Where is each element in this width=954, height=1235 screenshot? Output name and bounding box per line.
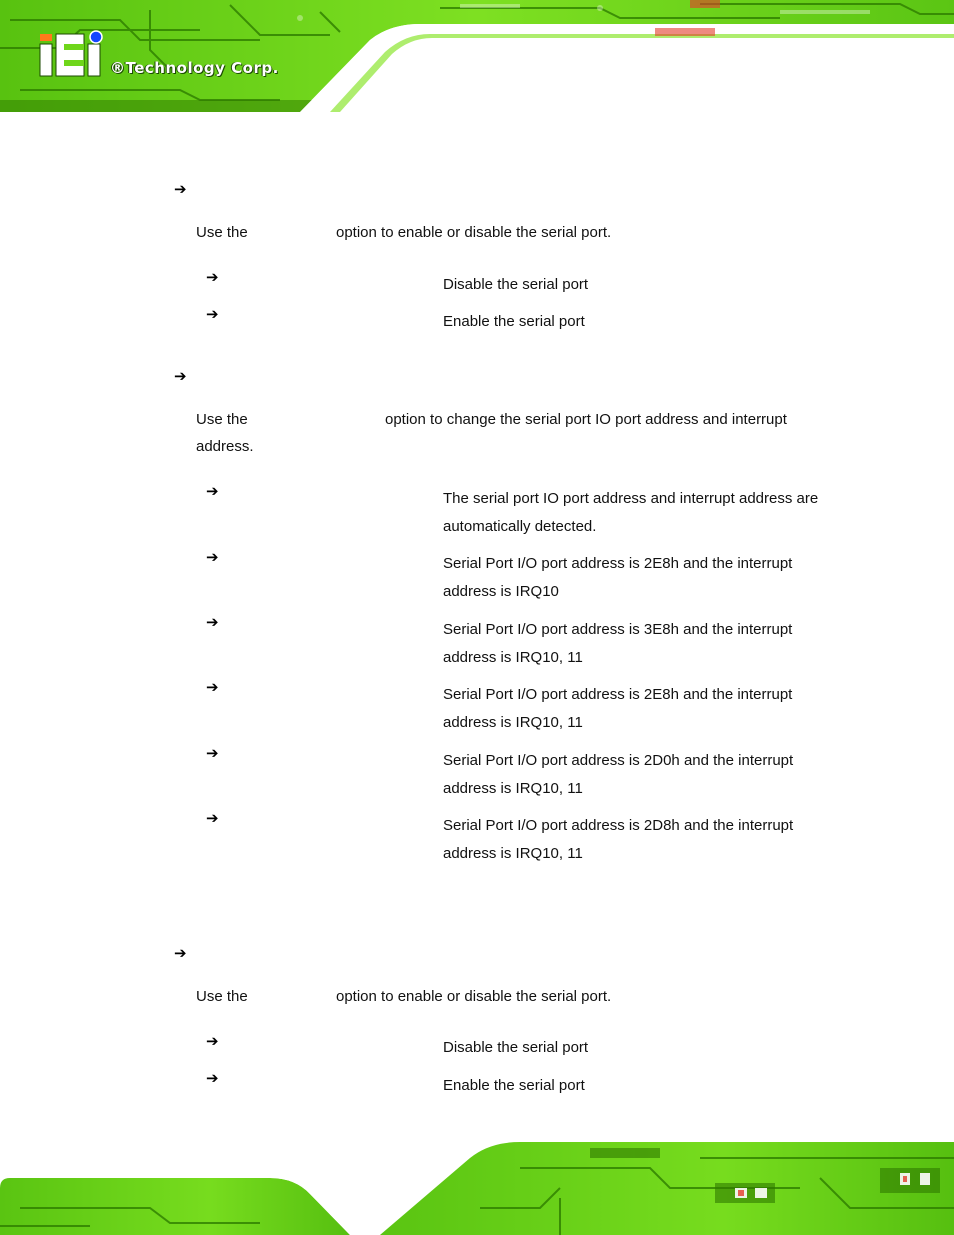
arrow-bullet-icon: ➔ [206,548,219,566]
iei-logo-icon [38,30,108,78]
arrow-bullet-icon: ➔ [206,613,219,631]
section1-use-the: Use the [196,224,248,241]
arrow-bullet-icon: ➔ [174,944,187,962]
section2-description-continued: address. [196,438,254,455]
company-name: ®Technology Corp. [110,59,279,77]
section3-option-desc: Disable the serial port [443,1039,589,1056]
section2-use-the: Use the [196,411,248,428]
section2-option-desc: Serial Port I/O port address is 2D0h and the interrupt address is IRQ10, 11 [443,752,794,797]
arrow-bullet-icon: ➔ [206,482,219,500]
arrow-bullet-icon: ➔ [174,367,187,385]
page-header [0,0,954,112]
section2-option-desc: Serial Port I/O port address is 2E8h and the interrupt address is IRQ10 [443,555,793,600]
section3-option-desc: Enable the serial port [443,1077,585,1094]
section1-option-desc: Disable the serial port [443,276,589,293]
section2-option-desc: Serial Port I/O port address is 3E8h and the interrupt address is IRQ10, 11 [443,621,793,666]
section1-description: option to enable or disable the serial port. [336,224,612,241]
section3-description: option to enable or disable the serial port. [336,988,612,1005]
arrow-bullet-icon: ➔ [206,809,219,827]
arrow-bullet-icon: ➔ [206,305,219,323]
arrow-bullet-icon: ➔ [174,180,187,198]
arrow-bullet-icon: ➔ [206,1069,219,1087]
arrow-bullet-icon: ➔ [206,1032,219,1050]
section2-option-desc: Serial Port I/O port address is 2E8h and the interrupt address is IRQ10, 11 [443,686,793,731]
section2-option-desc: Serial Port I/O port address is 2D8h and the interrupt address is IRQ10, 11 [443,817,794,862]
header-circuit-banner [0,0,954,112]
arrow-bullet-icon: ➔ [206,744,219,762]
arrow-bullet-icon: ➔ [206,678,219,696]
footer-circuit-banner [0,1128,954,1235]
arrow-bullet-icon: ➔ [206,268,219,286]
section2-description: option to change the serial port IO port address and interrupt [385,411,787,428]
section1-option-desc: Enable the serial port [443,313,585,330]
section3-use-the: Use the [196,988,248,1005]
page-footer [0,1128,954,1235]
section2-option-desc: The serial port IO port address and interrupt address are automatically detected. [443,490,819,535]
